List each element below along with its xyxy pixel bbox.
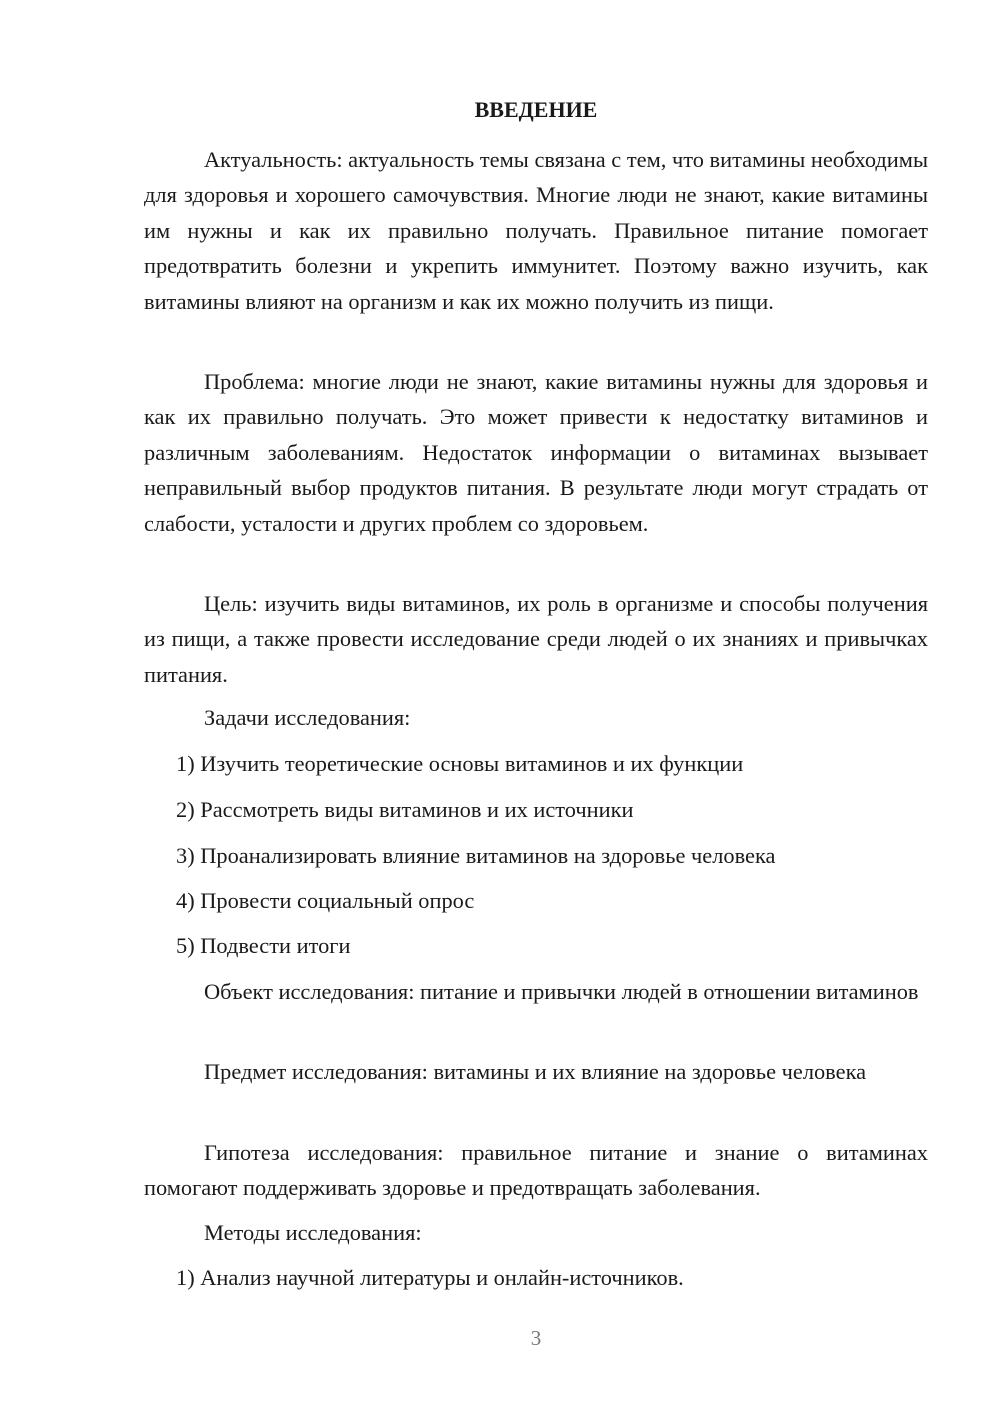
task-item-4: 4) Провести социальный опрос [176,888,475,913]
subject-paragraph: Предмет исследования: витамины и их влияние на здоровье человека [204,1059,867,1084]
task-item-3: 3) Проанализировать влияние витаминов на здоровье человека [176,843,776,868]
task-item-2: 2) Рассмотреть виды витаминов и их источники [176,797,634,822]
object-paragraph: Объект исследования: питание и привычки людей в отношении витаминов [204,979,919,1004]
method-item-1: 1) Анализ научной литературы и онлайн-источников. [176,1265,684,1290]
relevance-paragraph: Актуальность: актуальность темы связана с тем, что витамины необходимы для здоровья и хорошего самочувствия. Многие люди не знают, какие витамины им нужны и как их правильно получать. Правильное питание помогает предотвратить болезни и укрепить иммунитет. Поэтому важно изучить, как витамины влияют на организм и как их можно получить из пищи. [144,147,928,314]
methods-heading: Методы исследования: [204,1220,422,1245]
page-number: 3 [530,1326,542,1350]
problem-paragraph: Проблема: многие люди не знают, какие витамины нужны для здоровья и как их правильно получать. Это может привести к недостатку витаминов и различным заболеваниям. Недостаток информации о витаминах вызывает неправильный выбор продуктов питания. В результате люди могут страдать от слабости, усталости и других проблем со здоровьем. [144,369,928,536]
hypothesis-paragraph: Гипотеза исследования: правильное питание и знание о витаминах помогают поддерживать здоровье и предотвращать заболевания. [144,1140,928,1201]
goal-paragraph: Цель: изучить виды витаминов, их роль в организме и способы получения из пищи, а также провести исследование среди людей о их знаниях и привычках питания. [144,591,928,687]
task-item-5: 5) Подвести итоги [176,933,351,958]
task-item-1: 1) Изучить теоретические основы витаминов и их функции [176,751,744,776]
page-title: ВВЕДЕНИЕ [474,97,598,122]
tasks-heading: Задачи исследования: [204,705,411,730]
